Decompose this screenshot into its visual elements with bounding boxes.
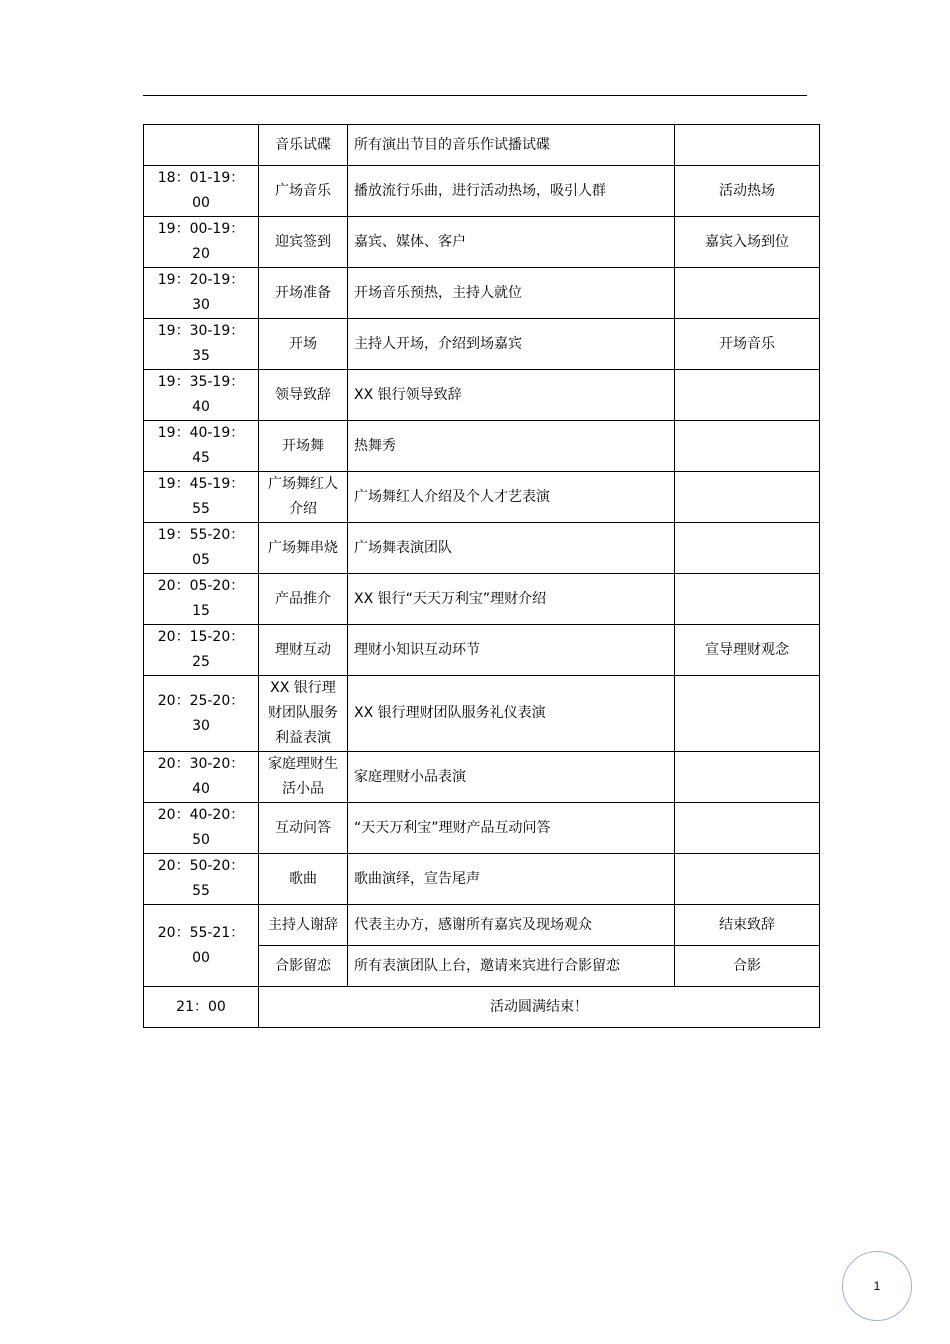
item-cell: 互动问答 <box>259 803 348 854</box>
item-cell: 广场舞红人介绍 <box>259 472 348 523</box>
note-cell: 宣导理财观念 <box>675 625 820 676</box>
time-cell <box>144 125 259 166</box>
description-cell: 家庭理财小品表演 <box>348 752 675 803</box>
table-row <box>144 166 820 217</box>
item-cell: 产品推介 <box>259 574 348 625</box>
time-cell: 19：30-19：35 <box>144 319 259 370</box>
description-cell: 主持人开场，介绍到场嘉宾 <box>348 319 675 370</box>
header-rule <box>143 95 807 96</box>
item-cell: 理财互动 <box>259 625 348 676</box>
time-cell: 19：20-19：30 <box>144 268 259 319</box>
description-cell: “天天万利宝”理财产品互动问答 <box>348 803 675 854</box>
item-cell: 领导致辞 <box>259 370 348 421</box>
note-cell <box>675 752 820 803</box>
time-cell: 20：25-20：30 <box>144 676 259 752</box>
description-cell: 理财小知识互动环节 <box>348 625 675 676</box>
time-cell: 19：35-19：40 <box>144 370 259 421</box>
note-cell <box>675 421 820 472</box>
time-cell: 19：40-19：45 <box>144 421 259 472</box>
note-cell: 活动热场 <box>675 166 820 217</box>
time-cell: 20：50-20：55 <box>144 854 259 905</box>
item-cell: 开场准备 <box>259 268 348 319</box>
table-row <box>144 905 820 946</box>
note-cell: 开场音乐 <box>675 319 820 370</box>
time-cell: 18：01-19：00 <box>144 166 259 217</box>
item-cell: 迎宾签到 <box>259 217 348 268</box>
note-cell <box>675 854 820 905</box>
time-cell: 19：55-20：05 <box>144 523 259 574</box>
table-row <box>144 523 820 574</box>
table-row <box>144 987 820 1028</box>
note-cell <box>675 803 820 854</box>
item-cell: 广场音乐 <box>259 166 348 217</box>
table-row <box>144 625 820 676</box>
item-cell: 开场 <box>259 319 348 370</box>
note-cell <box>675 472 820 523</box>
description-cell: 代表主办方，感谢所有嘉宾及现场观众 <box>348 905 675 946</box>
item-cell: 开场舞 <box>259 421 348 472</box>
description-cell: XX 银行领导致辞 <box>348 370 675 421</box>
item-cell: 主持人谢辞 <box>259 905 348 946</box>
description-cell: 嘉宾、媒体、客户 <box>348 217 675 268</box>
item-cell: 合影留恋 <box>259 946 348 987</box>
item-cell: 歌曲 <box>259 854 348 905</box>
table-row <box>144 370 820 421</box>
description-cell: 播放流行乐曲，进行活动热场，吸引人群 <box>348 166 675 217</box>
note-cell <box>675 370 820 421</box>
table-row <box>144 421 820 472</box>
time-cell: 20：40-20：50 <box>144 803 259 854</box>
time-cell: 19：45-19：55 <box>144 472 259 523</box>
description-cell: 开场音乐预热，主持人就位 <box>348 268 675 319</box>
note-cell <box>675 268 820 319</box>
table-row <box>144 574 820 625</box>
time-cell: 19：00-19：20 <box>144 217 259 268</box>
table-row <box>144 676 820 752</box>
time-cell: 21：00 <box>144 987 259 1028</box>
description-cell: 广场舞红人介绍及个人才艺表演 <box>348 472 675 523</box>
description-cell: XX 银行理财团队服务礼仪表演 <box>348 676 675 752</box>
item-cell: XX 银行理财团队服务利益表演 <box>259 676 348 752</box>
note-cell <box>675 523 820 574</box>
item-cell: 家庭理财生活小品 <box>259 752 348 803</box>
table-row <box>144 125 820 166</box>
table-row <box>144 803 820 854</box>
table-row <box>144 319 820 370</box>
time-cell: 20：15-20：25 <box>144 625 259 676</box>
time-cell: 20：05-20：15 <box>144 574 259 625</box>
description-cell: 所有表演团队上台，邀请来宾进行合影留恋 <box>348 946 675 987</box>
description-cell: 歌曲演绎，宣告尾声 <box>348 854 675 905</box>
note-cell <box>675 125 820 166</box>
description-cell: 热舞秀 <box>348 421 675 472</box>
time-cell: 20：55-21：00 <box>144 905 259 987</box>
table-row <box>144 854 820 905</box>
table-row <box>144 268 820 319</box>
note-cell: 合影 <box>675 946 820 987</box>
schedule-table <box>143 124 820 1028</box>
table-row <box>144 472 820 523</box>
description-cell: 广场舞表演团队 <box>348 523 675 574</box>
table-row <box>144 217 820 268</box>
description-cell: 所有演出节目的音乐作试播试碟 <box>348 125 675 166</box>
page-number: 1 <box>842 1251 912 1321</box>
item-cell: 广场舞串烧 <box>259 523 348 574</box>
time-cell: 20：30-20：40 <box>144 752 259 803</box>
note-cell: 嘉宾入场到位 <box>675 217 820 268</box>
note-cell: 结束致辞 <box>675 905 820 946</box>
table-row <box>144 752 820 803</box>
note-cell <box>675 574 820 625</box>
closing-message: 活动圆满结束！ <box>259 987 820 1028</box>
note-cell <box>675 676 820 752</box>
item-cell: 音乐试碟 <box>259 125 348 166</box>
description-cell: XX 银行“天天万利宝”理财介绍 <box>348 574 675 625</box>
